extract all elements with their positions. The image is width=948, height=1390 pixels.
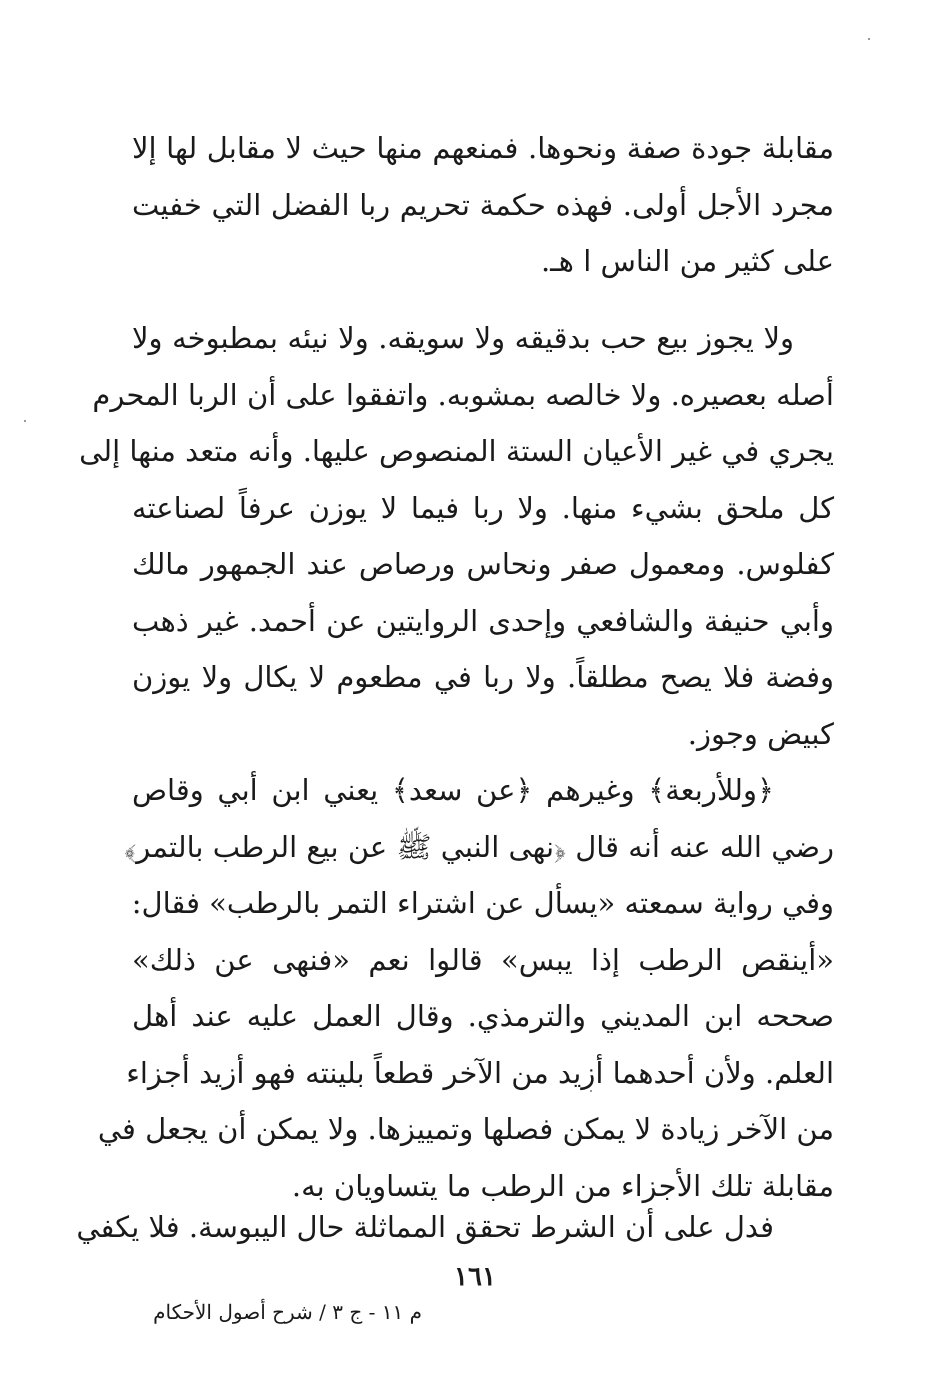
text-line: العلم. ولأن أحدهما أزيد من الآخر قطعاً بلينته فهو أزيد أجزاء — [126, 1055, 834, 1090]
text-line: صححه ابن المديني والترمذي. وقال العمل عليه عند أهل — [132, 999, 834, 1033]
text-line: ﴿وللأربعة﴾ وغيرهم ﴿عن سعد﴾ يعني ابن أبي وقاص — [132, 773, 774, 807]
paragraph-4 — [76, 1199, 834, 1256]
text-line: مقابلة جودة صفة ونحوها. فمنعهم منها حيث لا مقابل لها إلا — [132, 131, 834, 165]
text-line: رضي الله عنه أنه قال ﴿نهى النبي ﷺ عن بيع الرطب بالتمر﴾ — [124, 829, 834, 864]
paragraph-2 — [79, 310, 834, 762]
text-line: كبيض وجوز. — [687, 716, 834, 751]
text-line: أصله بعصيره. ولا خالصه بمشوبه. واتفقوا على أن الربا المحرم — [92, 377, 834, 412]
text-line: يجري في غير الأعيان الستة المنصوص عليها. وأنه متعد منها إلى — [79, 434, 834, 468]
text-line: فدل على أن الشرط تحقق المماثلة حال اليبوسة. فلا يكفي — [76, 1210, 774, 1244]
footer-signature: م ١١ - ج ٣ / شرح أصول الأحكام — [153, 1300, 422, 1324]
scan-speck — [868, 38, 870, 40]
scan-speck — [590, 1090, 592, 1092]
text-line: على كثير من الناس ا هـ. — [540, 244, 834, 278]
text-line: وفي رواية سمعته «يسأل عن اشتراء التمر بالرطب» فقال: — [131, 886, 834, 920]
text-line: مقابلة تلك الأجزاء من الرطب ما يتساويان به. — [291, 1168, 834, 1203]
text-line: «أينقص الرطب إذا يبس» قالوا نعم «فنهى عن ذلك» — [132, 942, 834, 977]
scan-speck — [24, 420, 26, 422]
page-number: ١٦١ — [454, 1262, 496, 1292]
paragraph-1 — [132, 120, 834, 290]
text-line: كفلوس. ومعمول صفر ونحاس ورصاص عند الجمهور مالك — [132, 547, 834, 581]
text-line: ولا يجوز بيع حب بدقيقه ولا سويقه. ولا نيئه بمطبوخه ولا — [132, 321, 794, 355]
text-line: وأبي حنيفة والشافعي وإحدى الروايتين عن أحمد. غير ذهب — [132, 603, 834, 638]
paragraph-3 — [97, 762, 834, 1214]
text-line: وفضة فلا يصح مطلقاً. ولا ربا في مطعوم لا يكال ولا يوزن — [132, 660, 834, 694]
text-line: كل ملحق بشيء منها. ولا ربا فيما لا يوزن عرفاً لصناعته — [132, 490, 834, 525]
text-line: مجرد الأجل أولى. فهذه حكمة تحريم ربا الفضل التي خفيت — [132, 187, 834, 222]
text-line: من الآخر زيادة لا يمكن فصلها وتمييزها. ولا يمكن أن يجعل في — [97, 1112, 834, 1146]
